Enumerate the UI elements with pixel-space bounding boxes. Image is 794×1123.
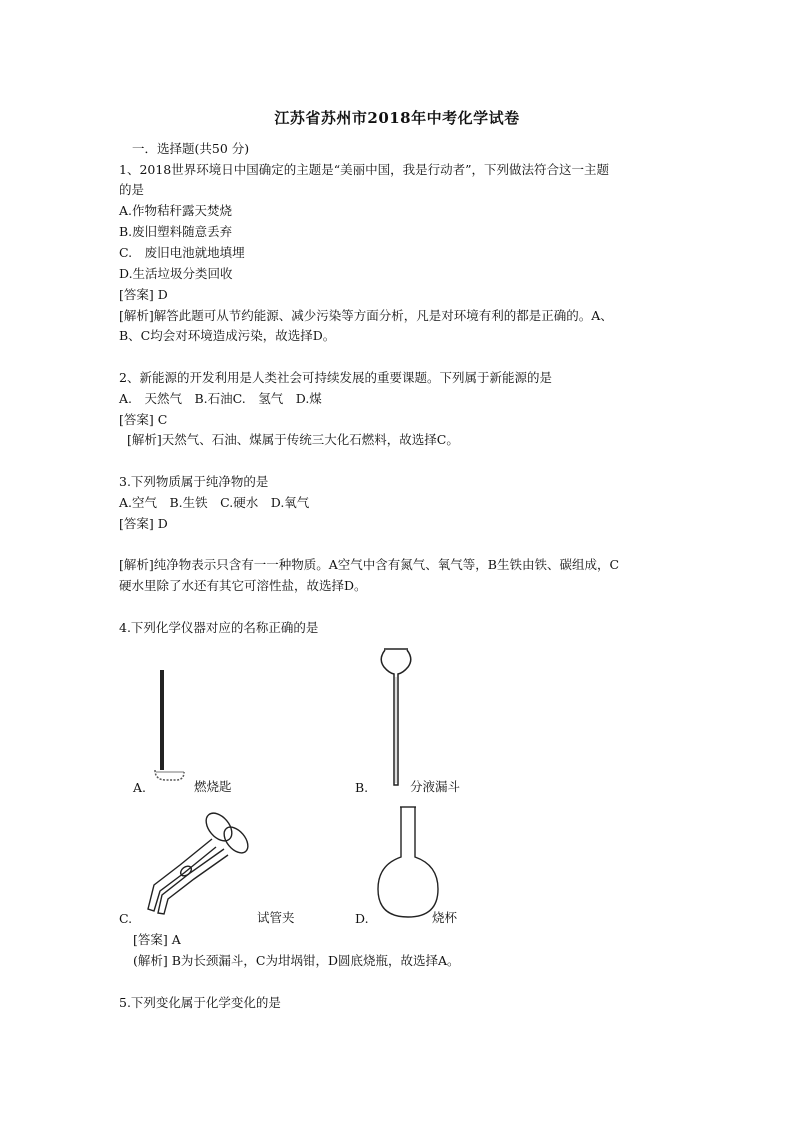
q4-option-a-name: 燃烧匙: [194, 779, 232, 794]
q1-option-b: B.废旧塑料随意丢弃: [119, 224, 233, 239]
q1-option-d: D.生活垃圾分类回收: [119, 266, 233, 281]
q4-answer: [答案] A: [133, 932, 181, 947]
q4-option-b-name: 分液漏斗: [410, 779, 461, 794]
q3-analysis-line2: 硬水里除了水还有其它可溶性盐，故选择D。: [119, 578, 367, 593]
q1-answer: [答案] D: [119, 287, 168, 302]
q1-stem-line1: 1、2018世界环境日中国确定的主题是“美丽中国，我是行动者”，下列做法符合这一主题: [119, 162, 610, 177]
q2-analysis: [解析]天然气、石油、煤属于传统三大化石燃料，故选择C。: [127, 432, 459, 447]
funnel-illustration: [376, 645, 416, 787]
q4-option-c-name: 试管夹: [257, 910, 295, 925]
q1-analysis-line1: [解析]解答此题可从节约能源、减少污染等方面分析，凡是对环境有利的都是正确的。A、: [119, 308, 613, 323]
q4-option-d-name: 烧杯: [432, 910, 458, 925]
q3-analysis-line1: [解析]纯净物表示只含有一一种物质。A空气中含有氮气、氧气等，B生铁由铁、碳组成，C: [119, 557, 620, 572]
q4-option-c-letter: C.: [119, 911, 133, 926]
q4-analysis: (解析] B为长颈漏斗，C为坩埚钳，D圆底烧瓶，故选择A。: [133, 953, 460, 968]
q1-option-a: A.作物秸秆露天焚烧: [119, 203, 233, 218]
section-heading: 一．选择题(共50 分): [132, 141, 250, 156]
q4-option-d-letter: D.: [355, 911, 369, 926]
q1-analysis-line2: B、C均会对环境造成污染，故选择D。: [119, 328, 336, 343]
q2-options: A. 天然气 B.石油C. 氢气 D.煤: [119, 391, 322, 406]
q3-options: A.空气 B.生铁 C.硬水 D.氧气: [119, 495, 310, 510]
round-bottom-flask-illustration: [376, 805, 440, 921]
q2-answer: [答案] C: [119, 412, 168, 427]
q3-answer: [答案] D: [119, 516, 168, 531]
q1-stem-line2: 的是: [119, 182, 145, 197]
q5-stem: 5.下列变化属于化学变化的是: [119, 995, 281, 1010]
q4-option-b-letter: B.: [355, 780, 369, 795]
q2-stem: 2、新能源的开发利用是人类社会可持续发展的重要课题。下列属于新能源的是: [119, 370, 552, 385]
page-title: 江苏省苏州市2018年中考化学试卷: [274, 109, 520, 127]
q1-option-c: C. 废旧电池就地填埋: [119, 245, 245, 260]
q3-stem: 3.下列物质属于纯净物的是: [119, 474, 269, 489]
q4-option-a-letter: A.: [133, 780, 147, 795]
q4-stem: 4.下列化学仪器对应的名称正确的是: [119, 620, 319, 635]
crucible-tongs-illustration: [140, 805, 250, 917]
combustion-spoon-illustration: [150, 668, 190, 784]
